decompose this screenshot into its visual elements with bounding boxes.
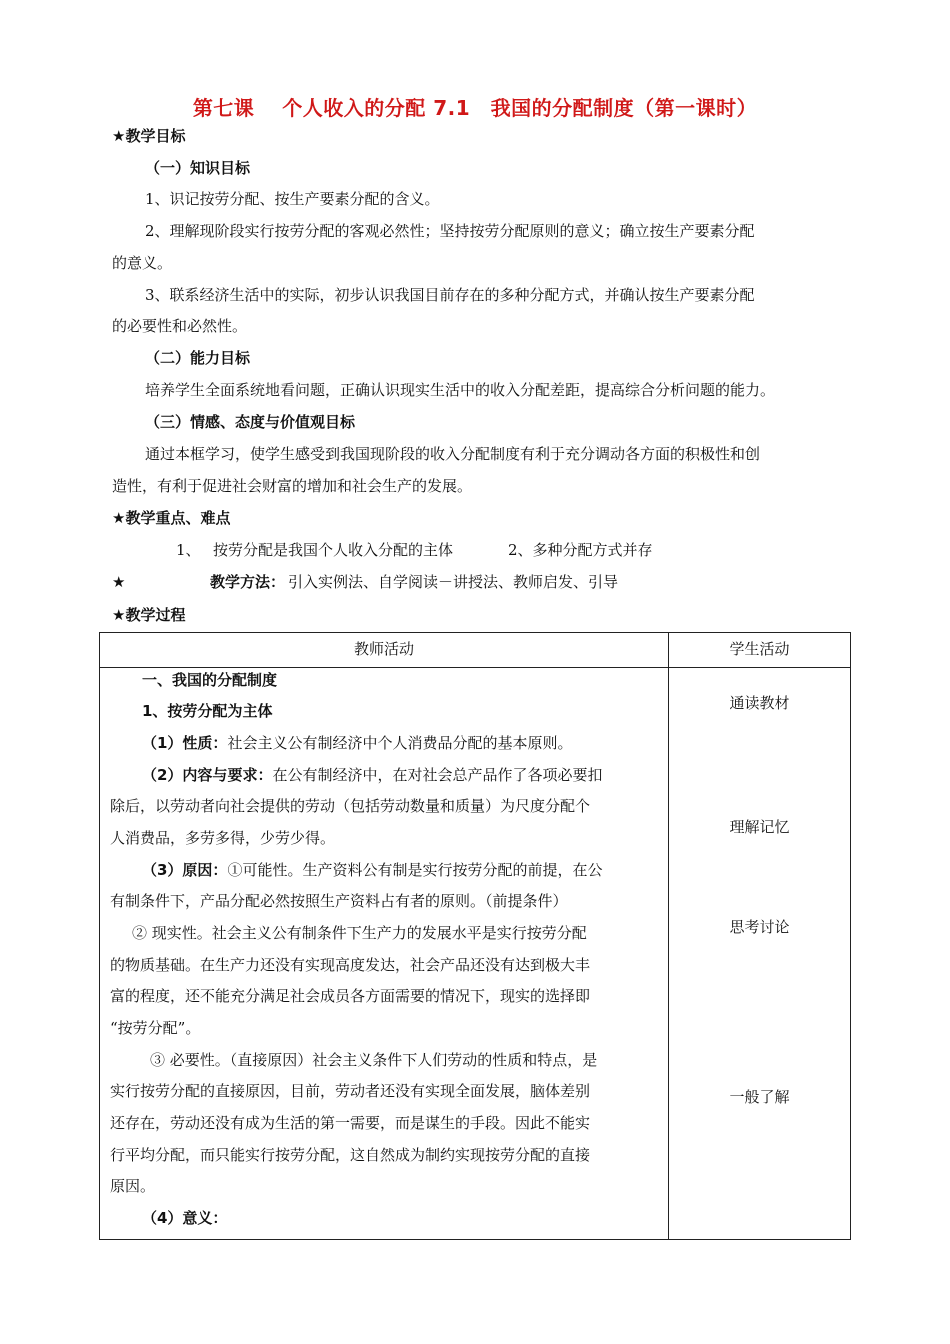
teacher-line-text: 富的程度，还不能充分满足社会成员各方面需要的情况下，现实的选择即 [110,987,591,1005]
teacher-line [110,828,335,848]
teacher-line [110,955,590,975]
knowledge-item-1: 1、识记按劳分配、按生产要素分配的含义。 [145,190,440,208]
knowledge-item-3-cont: 的必要性和必然性。 [112,317,248,335]
teacher-line-bold: （3）原因： [142,861,228,879]
teacher-line-text: 除后，以劳动者向社会提供的劳动（包括劳动数量和质量）为尺度分配个 [110,797,591,815]
student-column-header: 学生活动 [669,633,851,668]
teacher-line [142,860,602,880]
teacher-line-text: 实行按劳分配的直接原因，目前，劳动者还没有实现全面发展，脑体差别 [110,1082,591,1100]
teacher-line-text: 行平均分配，而只能实行按劳分配，这自然成为制约实现按劳分配的直接 [110,1146,591,1164]
emotion-line-1: 通过本框学习，使学生感受到我国现阶段的收入分配制度有利于充分调动各方面的积极性和创 [145,445,761,463]
ability-text: 培养学生全面系统地看问题，正确认识现实生活中的收入分配差距，提高综合分析问题的能力。 [145,381,776,399]
focus-item-1-num: 1、 [176,541,201,559]
focus-heading: ★教学重点、难点 [112,509,231,527]
teacher-line-bold: 1、按劳分配为主体 [142,702,273,720]
teacher-line [142,701,272,721]
method-star: ★ [112,573,126,591]
teacher-line-text: 还存在，劳动还没有成为生活的第一需要，而是谋生的手段。因此不能实 [110,1114,591,1132]
teacher-line [142,1208,227,1228]
teacher-line-bold: （1）性质： [142,734,228,752]
objectives-heading: ★教学目标 [112,127,186,145]
teacher-line [150,1050,597,1070]
teacher-line [142,733,572,753]
teacher-line-text: 人消费品，多劳多得，少劳少得。 [110,829,336,847]
teacher-line [142,765,602,785]
focus-item-1: 按劳分配是我国个人收入分配的主体 [213,541,454,559]
teacher-line [110,1176,155,1196]
teacher-line [132,923,587,943]
teacher-line [110,796,590,816]
teacher-line-text: 有制条件下，产品分配必然按照生产资料占有者的原则。（前提条件） [110,892,568,910]
student-activity-3: 思考讨论 [729,918,790,936]
teacher-line-text: 的物质基础。在生产力还没有实现高度发达，社会产品还没有达到极大丰 [110,956,591,974]
knowledge-heading: （一）知识目标 [145,159,251,177]
method-label: 教学方法： [210,573,286,591]
emotion-heading: （三）情感、态度与价值观目标 [145,413,356,431]
teacher-line-text: ② 现实性。社会主义公有制条件下生产力的发展水平是实行按劳分配 [132,924,587,942]
teacher-activity-cell [100,668,669,1240]
teacher-line-text: ①可能性。生产资料公有制是实行按劳分配的前提，在公 [227,861,603,879]
focus-item-2: 2、多种分配方式并存 [508,541,653,559]
page-title: 第七课 个人收入的分配 7.1 我国的分配制度（第一课时） [192,96,758,120]
teacher-line-text: 社会主义公有制经济中个人消费品分配的基本原则。 [227,734,573,752]
teacher-line [110,986,590,1006]
teacher-line [110,1018,200,1038]
knowledge-item-3: 3、联系经济生活中的实际，初步认识我国目前存在的多种分配方式，并确认按生产要素分配 [145,286,755,304]
teacher-column-header: 教师活动 [100,633,669,668]
teacher-line [110,1081,590,1101]
teacher-line-text: 在公有制经济中，在对社会总产品作了各项必要扣 [272,766,603,784]
student-activity-cell [669,668,851,1240]
teacher-line [110,1113,590,1133]
teacher-line [110,891,568,911]
emotion-line-2: 造性，有利于促进社会财富的增加和社会生产的发展。 [112,477,473,495]
teacher-line-text: 原因。 [110,1177,156,1195]
teacher-line-bold: （4）意义： [142,1209,228,1227]
student-activity-2: 理解记忆 [729,818,790,836]
student-activity-1: 通读教材 [729,694,790,712]
process-table [99,632,851,1240]
teacher-line-bold: 一、我国的分配制度 [142,671,278,689]
teacher-line [110,1145,590,1165]
ability-heading: （二）能力目标 [145,349,251,367]
method-text: 引入实例法、自学阅读－讲授法、教师启发、引导 [288,573,619,591]
teacher-line-text: ③ 必要性。（直接原因）社会主义条件下人们劳动的性质和特点，是 [150,1051,598,1069]
teacher-line [142,670,277,690]
process-heading: ★教学过程 [112,606,186,624]
teacher-line-bold: （2）内容与要求： [142,766,273,784]
student-activity-4: 一般了解 [729,1088,790,1106]
teacher-line-text: “按劳分配”。 [110,1019,201,1037]
knowledge-item-2: 2、理解现阶段实行按劳分配的客观必然性；坚持按劳分配原则的意义；确立按生产要素分配 [145,222,755,240]
knowledge-item-2-cont: 的意义。 [112,254,173,272]
